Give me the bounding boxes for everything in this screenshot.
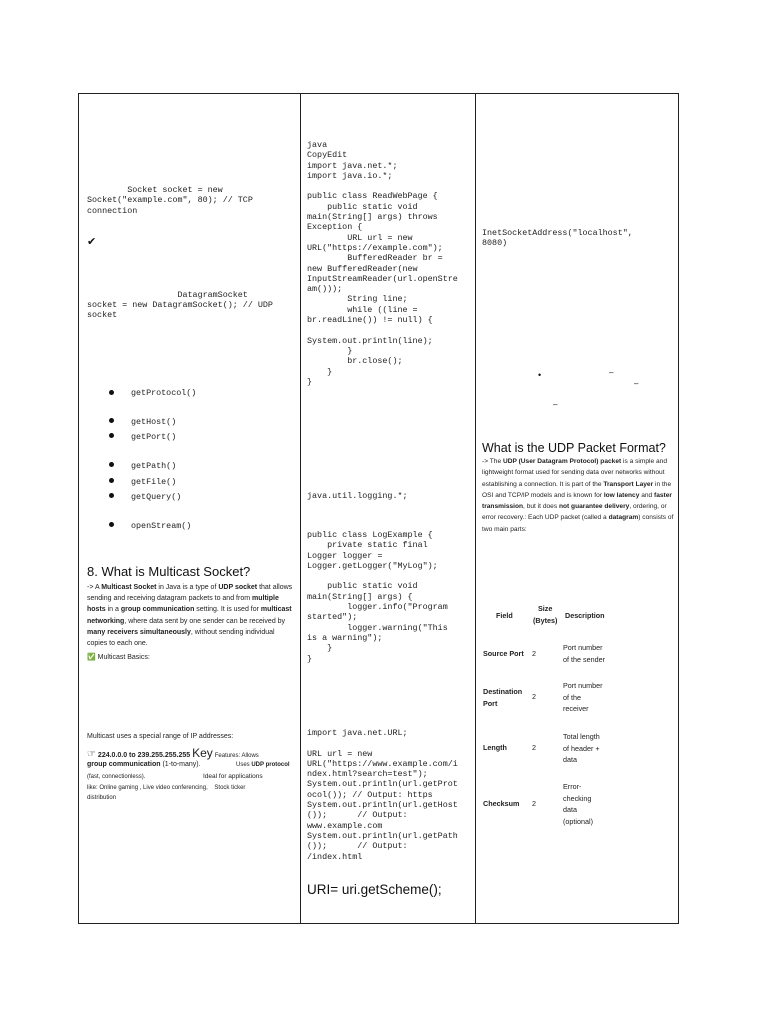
method-item: getPort() [131, 432, 177, 442]
table-row-size: 2 [532, 649, 536, 658]
code-logexample: public class LogExample { private static final Logger logger = Logger.getLogger("MyLog"); public static void main(String[] args) { logger.info("Program started"); logger.warning("This is a warning"); } } [307, 530, 448, 664]
bullet-icon [109, 493, 114, 498]
method-item: getQuery() [131, 492, 182, 502]
code-logging-import: java.util.logging.*; [307, 491, 408, 501]
table-row-description: Error- checking data (optional) [563, 782, 593, 826]
bullet-icon [109, 462, 114, 467]
bullet-icon [109, 433, 114, 438]
fast-text: (fast, connectionless). [87, 774, 146, 780]
code-inet-socket-address: InetSocketAddress("localhost", 8080) [482, 228, 633, 249]
dash-mark: – [553, 400, 558, 409]
method-item: getPath() [131, 461, 177, 471]
method-item: getFile() [131, 477, 177, 487]
table-row-field: Checksum [483, 799, 520, 808]
address-intro: Multicast uses a special range of IP addresses: [87, 733, 234, 740]
udp-heading: What is the UDP Packet Format? [482, 441, 666, 455]
method-item: openStream() [131, 521, 192, 531]
table-row-description: Port number of the sender [563, 643, 605, 664]
udp-paragraph: -> The UDP (User Datagram Protocol) packet is a simple and lightweight format used for sending data over networks without establishing a connection. It is part of the Transport Layer in the OSI and TCP/IP models and is known for low latency and faster transmission, but it does not guarantee delivery, ordering, or error recovery.: Each UDP packet (called a datagram) consists of two main parts: [482, 458, 674, 533]
code-datagram-line1: DatagramSocket [87, 290, 248, 300]
table-row-field: Destination Port [483, 687, 523, 708]
ideal-text: Ideal for applications [203, 773, 263, 780]
document-page [78, 93, 679, 924]
distribution-text: distribution [87, 795, 117, 801]
code-readwebpage: java CopyEdit import java.net.*; import java.io.*; public class ReadWebPage { public static void main(String[] args) throws Exception { URL url = new URL("https://example.com"); BufferedReader br = new BufferedReader(new InputStreamReader(url.openStre am())); String line; while ((line = br.readLine()) != null) { System.out.println(line); } br.close(); } } [307, 140, 458, 387]
table-header-size: Size (Bytes) [533, 604, 558, 625]
table-header-field: Field [496, 611, 513, 620]
table-row-size: 2 [532, 799, 536, 808]
group-comm-line: group communication (1-to-many). [87, 761, 201, 768]
bullet-icon [109, 522, 114, 527]
uses-udp-line: Uses UDP protocol [236, 762, 290, 768]
pointing-hand-icon: ☞ [87, 749, 96, 760]
multicast-basics-label: ✅ Multicast Basics: [87, 654, 150, 661]
dot-bullet-icon: • [538, 370, 542, 380]
table-header-description: Description [565, 611, 605, 620]
multicast-paragraph: -> A Multicast Socket in Java is a type of UDP socket that allows sending and receiving datagram packets to and from multiple hosts in a group communication setting. It is used for multicast networking, where data sent by one sender can be received by many receivers simultaneously, without sending individual copies to each one. [87, 584, 293, 648]
multicast-heading: 8. What is Multicast Socket? [87, 564, 251, 579]
code-url: import java.net.URL; URL url = new URL("https://www.example.com/i ndex.html?search=test"); System.out.println(url.getProt ocol()); // Output: https System.out.println(url.getHost ()); // Output: www.example.com System.out.println(url.getPath ()); // Output: /index.html [307, 728, 458, 862]
multicast-range-block: ☞ 224.0.0.0 to 239.255.255.255 Key Features: Allows [87, 746, 259, 760]
table-row-description: Total length of header + data [563, 732, 600, 764]
column-divider-2 [475, 94, 476, 923]
applications-line: like: Online gaming , Live video conferencing, Stock ticker [87, 785, 246, 791]
table-row-size: 2 [532, 743, 536, 752]
table-row-size: 2 [532, 692, 536, 701]
dash-mark: – [609, 368, 614, 377]
bullet-icon [109, 390, 114, 395]
table-row-field: Length [483, 743, 507, 752]
method-item: getHost() [131, 417, 177, 427]
column-divider-1 [300, 94, 301, 923]
table-row-description: Port number of the receiver [563, 681, 603, 713]
bullet-icon [109, 418, 114, 423]
code-socket: Socket socket = new Socket("example.com", 80); // TCP connection [87, 185, 253, 216]
method-item: getProtocol() [131, 388, 197, 398]
uri-line: URI= uri.getScheme(); [307, 882, 442, 897]
dash-mark: – [634, 379, 639, 388]
bullet-icon [109, 478, 114, 483]
table-row-field: Source Port [483, 649, 524, 658]
check-icon: ✔ [87, 236, 97, 248]
code-datagram-line2: socket = new DatagramSocket(); // UDP socket [87, 300, 273, 321]
